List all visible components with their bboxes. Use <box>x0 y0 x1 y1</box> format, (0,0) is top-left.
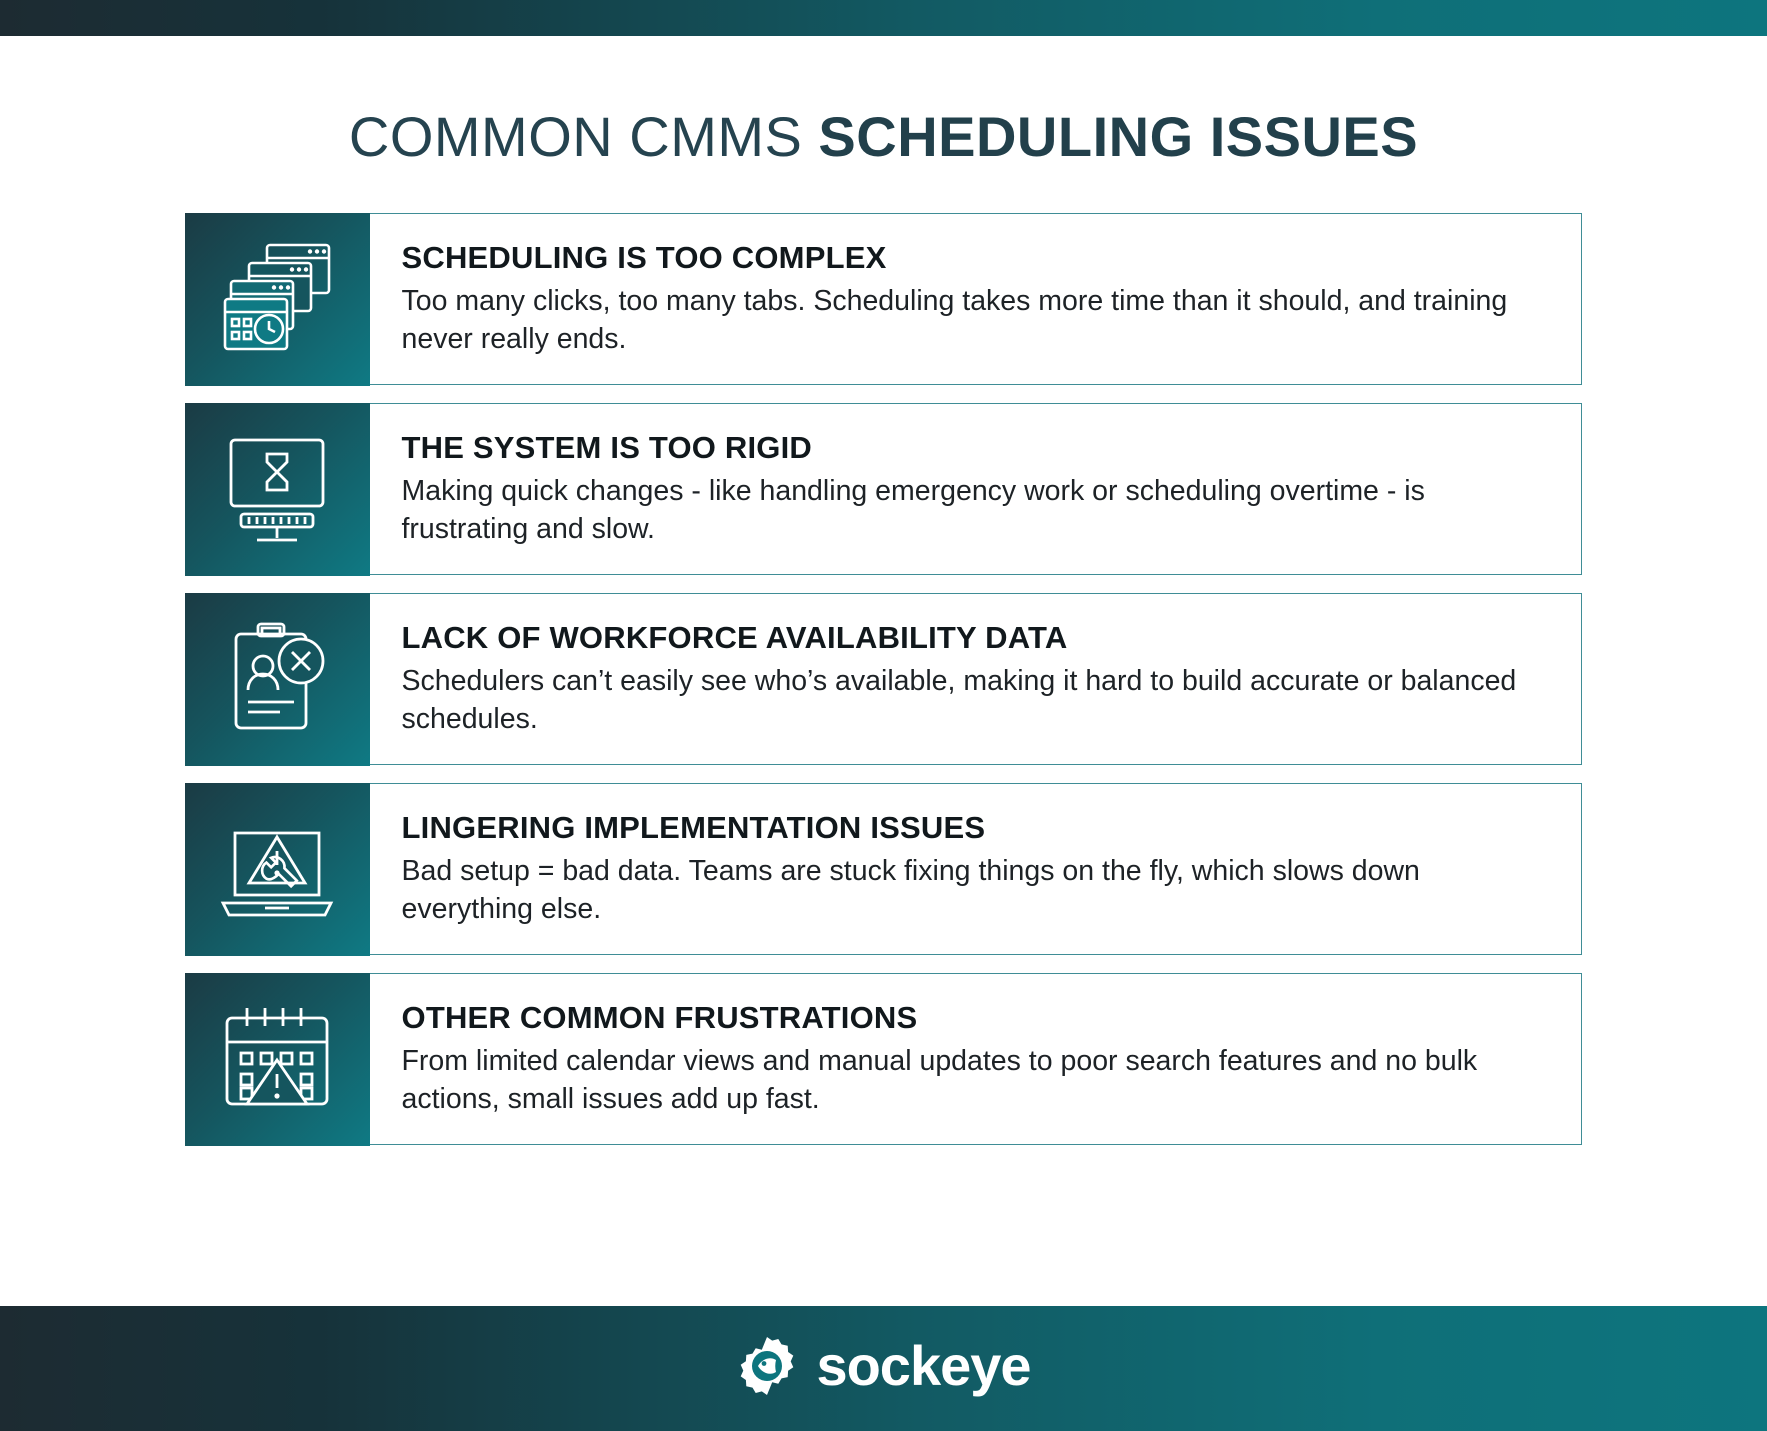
windows-calendar-icon <box>185 213 370 386</box>
list-item-title: THE SYSTEM IS TOO RIGID <box>401 430 813 465</box>
page-title-bold: SCHEDULING ISSUES <box>818 105 1419 168</box>
calendar-warning-icon <box>185 973 370 1146</box>
list-item-description: Schedulers can’t easily see who’s available, making it hard to build accurate or balanced schedules. <box>401 664 1517 736</box>
brand-logo <box>736 1335 1030 1402</box>
main-content <box>0 36 1767 1306</box>
list-item-description: From limited calendar views and manual updates to poor search features and no bulk actions, small issues add up fast. <box>401 1044 1478 1116</box>
list-item-text <box>370 784 1582 954</box>
monitor-hourglass-icon <box>185 403 370 576</box>
list-item-title: SCHEDULING IS TOO COMPLEX <box>401 240 887 275</box>
list-item-text <box>370 594 1582 764</box>
footer-bar <box>0 1306 1767 1431</box>
list-item-description: Too many clicks, too many tabs. Scheduling takes more time than it should, and training never really ends. <box>401 284 1508 356</box>
top-accent-bar <box>0 0 1767 36</box>
list-item-text <box>370 404 1582 574</box>
sockeye-gear-fish-icon <box>736 1335 798 1402</box>
list-item-description: Making quick changes - like handling emergency work or scheduling overtime - is frustrating and slow. <box>401 474 1425 546</box>
list-item <box>185 973 1582 1145</box>
brand-logo-text: sockeye <box>816 1333 1031 1397</box>
list-item <box>185 593 1582 765</box>
page-title <box>185 36 1582 213</box>
list-item-title: OTHER COMMON FRUSTRATIONS <box>401 1000 918 1035</box>
list-item-text <box>370 214 1582 384</box>
laptop-warning-wrench-icon <box>185 783 370 956</box>
list-item-title: LINGERING IMPLEMENTATION ISSUES <box>401 810 986 845</box>
list-item <box>185 403 1582 575</box>
clipboard-person-unavailable-icon <box>185 593 370 766</box>
list-item-description: Bad setup = bad data. Teams are stuck fixing things on the fly, which slows down everything else. <box>401 854 1420 926</box>
page-title-light: COMMON CMMS <box>348 105 819 168</box>
list-item <box>185 213 1582 385</box>
list-item-title: LACK OF WORKFORCE AVAILABILITY DATA <box>401 620 1068 655</box>
issues-list <box>185 213 1582 1145</box>
list-item <box>185 783 1582 955</box>
list-item-text <box>370 974 1582 1144</box>
